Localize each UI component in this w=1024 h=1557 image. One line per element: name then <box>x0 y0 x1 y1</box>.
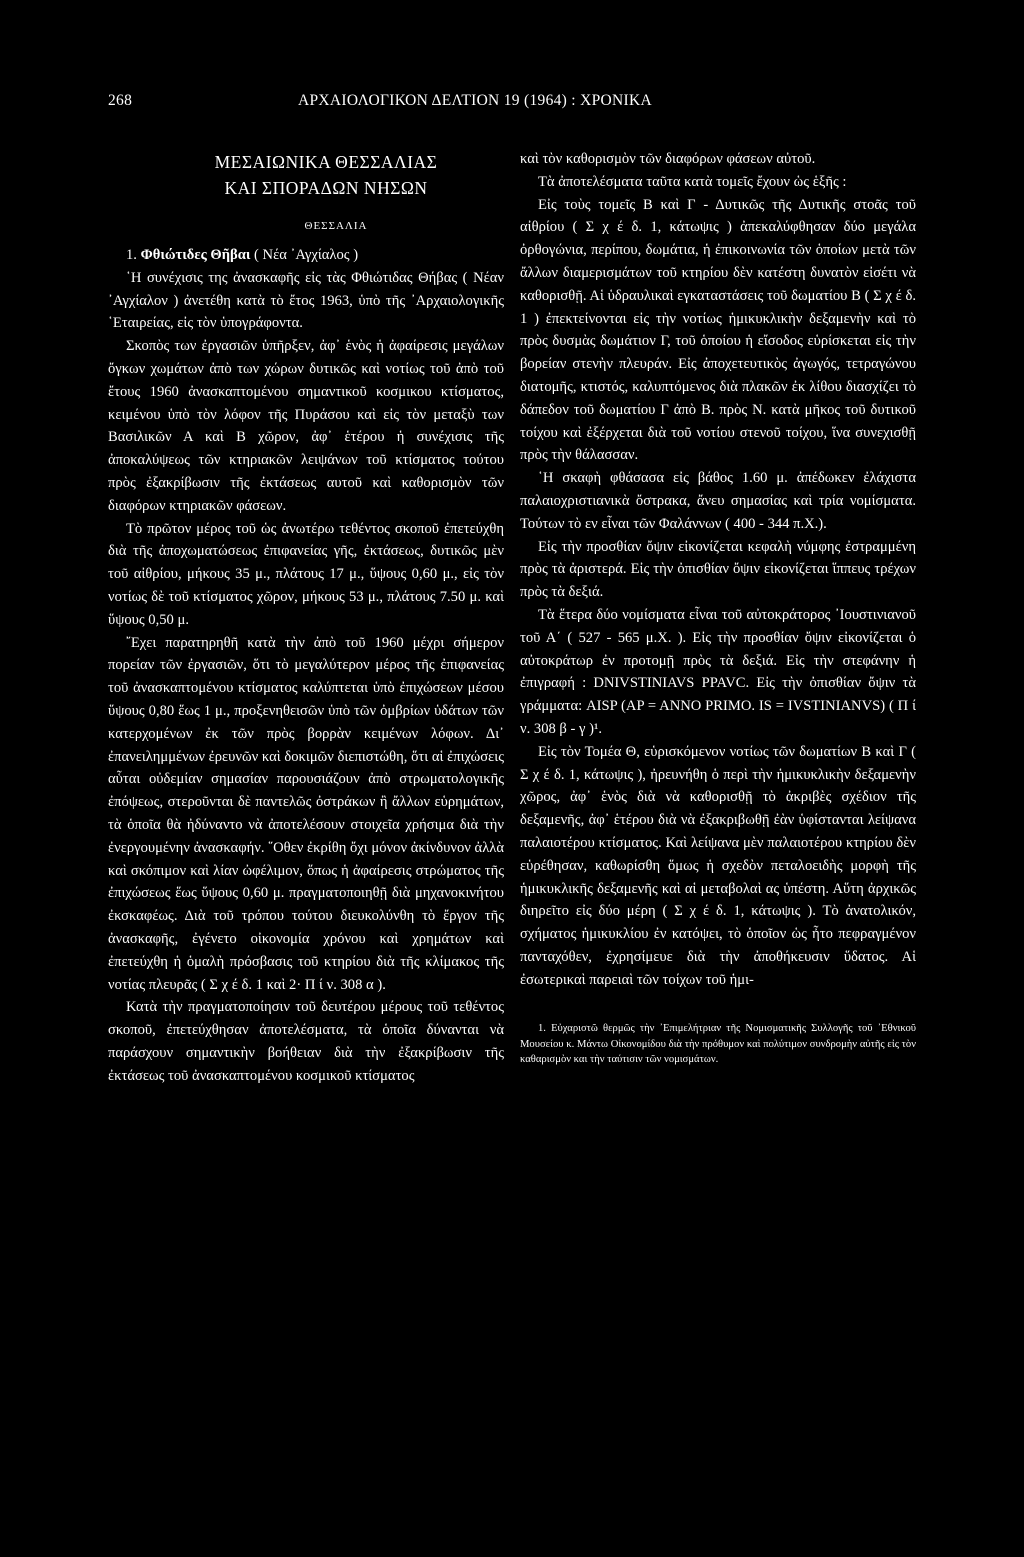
paragraph: Τὸ πρῶτον μέρος τοῦ ὡς ἀνωτέρω τεθέντος σκοποῦ ἐπετεύχθη διὰ τῆς ἀποχωματώσεως ἐπιφανείας γῆς, ἐκτάσεως, δυτικῶς μὲν τοῦ αἰθρίου, μήκους 35 μ., πλάτους 17 μ., ὕψους 0,60 μ., εἰς τὸν νοτίως δὲ τοῦ κτίσματος χῶρον, μήκους 53 μ., πλάτους 7.50 μ. καὶ ὕψους 0,50 μ. <box>108 520 504 628</box>
paragraph: Εἰς τοὺς τομεῖς Β καὶ Γ - Δυτικῶς τῆς Δυτικῆς στοᾶς τοῦ αἰθρίου ( Σ χ έ δ. 1, κάτωψις ) ἀπεκαλύφθησαν δύο μεγάλα ὀρθογώνια, περίπου, δωμάτια, ἡ ἐπικοινωνία τῶν ὁποίων μετὰ τῶν ἄλλων διαμερισμάτων τοῦ κτηρίου δὲν κατέστη δυνατὸν εἰσέτι νὰ καθορισθῇ. Αἱ ὑδραυλικαὶ εγκαταστάσεις τοῦ δωματίου Β ( Σ χ έ δ. 1 ) ἐπεκτείνονται εἰς τὴν νοτίως ἡμικυκλικὴν δεξαμενὴν καὶ τὸ πρὸς δυσμὰς δωμάτιον Γ, τοῦ ὁποίου ἡ εἴσοδος εὑρίσκεται εἰς τὴν βορείαν στενὴν πλευράν. Εἰς ἀποχετευτικὸς ἀγωγός, τετραγώνου διατομῆς, κτιστός, καλυπτόμενος διὰ πλακῶν ἐκ λίθου διασχίζει τὸ δάπεδον τοῦ δωματίου Γ ἀπὸ Β. πρὸς Ν. κατὰ μῆκος τοῦ δυτικοῦ τοίχου καὶ ἐξέρχεται διὰ τοῦ νοτίου στενοῦ τοίχου, ἵνα συνεχισθῇ πρὸς τὴν θάλασσαν. <box>520 196 916 464</box>
paragraph: καὶ τὸν καθορισμὸν τῶν διαφόρων φάσεων αὐτοῦ. <box>520 151 816 167</box>
paragraph: Σκοπὸς των ἐργασιῶν ὑπῆρξεν, ἀφ᾿ ἑνὸς ἡ ἀφαίρεσις μεγάλων ὄγκων χωμάτων ἀπὸ των χώρων δυτικῶς καὶ νοτίως τοῦ ἀπὸ τοῦ ἔτους 1960 ἀνασκαπτομένου σημαντικοῦ κοσμικου κτίσματος, κειμένου ὑπὸ τὸν λόφον τῆς Πυράσου καὶ εἰς τὸν μεταξὺ των Βασιλικῶν Α καὶ Β χῶρον, ἀφ᾿ ἑτέρου ἡ συνέχισις τῆς ἀποκαλύψεως τῶν κτηριακῶν λειψάνων τοῦ κτίσματος τούτου πρὸς ἐξακρίβωσιν τῆς ἐκτάσεως αυτοῦ καὶ καθορισμὸν τῶν διαφόρων κτηριακῶν φάσεων. <box>108 338 504 514</box>
item-number: 1. <box>126 247 137 263</box>
footnotes <box>520 1021 916 1067</box>
section-title-line1: ΜΕΣΑΙΩΝΙΚΑ ΘΕΣΣΑΛΙΑΣ <box>214 152 438 172</box>
region-heading: ΘΕΣΣΑΛΙΑ <box>304 220 368 232</box>
paragraph: ῾Η σκαφὴ φθάσασα εἰς βάθος 1.60 μ. ἀπέδωκεν ἐλάχιστα παλαιοχριστιανικὰ ὄστρακα, ἄνευ σημασίας καὶ τρία νομίσματα. Τούτων τὸ εν εἶναι τῶν Φαλάννων ( 400 - 344 π.Χ.). <box>520 470 916 532</box>
paragraph: Τὰ ἕτερα δύο νομίσματα εἶναι τοῦ αὐτοκράτορος ᾿Ιουστινιανοῦ τοῦ Α΄ ( 527 - 565 μ.Χ. ). Εἰς τὴν προσθίαν ὄψιν εἰκονίζεται ὁ αὐτοκράτωρ ἐν προτομῇ πρὸς τὰ δεξιά. Εἰς τὴν στεφάνην ἡ ἐπιγραφή : DNIVSTINIAVS PPAVC. Εἰς τὴν ὀπισθίαν ὄψιν τὰ γράμματα: AISP (AP = ANNO PRIMO. IS = IVSTINIANVS) ( Π ί ν. 308 β - γ )¹. <box>520 606 916 737</box>
paragraph: Τὰ ἀποτελέσματα ταῦτα κατὰ τομεῖς ἔχουν ὡς ἑξῆς : <box>538 173 847 190</box>
item-subtitle: ( Νέα ᾿Αγχίαλος ) <box>254 247 359 263</box>
journal-title: ΑΡΧΑΙΟΛΟΓΙΚΟΝ ΔΕΛΤΙΟΝ 19 (1964) : ΧΡΟΝΙΚΑ <box>298 92 652 109</box>
footnote: 1. Εὐχαριστῶ θερμῶς τὴν ᾿Επιμελήτριαν τῆς Νομισματικῆς Συλλογῆς τοῦ ᾿Εθνικοῦ Μουσείου κ. Μάντω Οἰκονομίδου διὰ τὴν πρόθυμον καὶ πολύτιμον συνδρομὴν αὐτῆς εἰς τὸν καθαρισμὸν και τὴν ταύτισιν τῶν νομισμάτων. <box>520 1023 916 1066</box>
item-title: Φθιώτιδες Θῆβαι <box>140 247 251 263</box>
paragraph: Κατὰ τὴν πραγματοποίησιν τοῦ δευτέρου μέρους τοῦ τεθέντος σκοποῦ, ἐπετεύχθησαν ἀποτελέσματα, τὰ ὁποῖα δύνανται νὰ παράσχουν σημαντικὴν βοήθειαν διὰ τὴν ἐξακρίβωσιν τῆς ἐκτάσεως τοῦ ἀνασκαπτομένου κοσμικοῦ κτίσματος <box>108 999 504 1084</box>
right-column <box>520 148 916 1068</box>
item-heading <box>108 244 504 267</box>
left-column <box>108 148 504 1087</box>
page-number: 268 <box>108 92 133 109</box>
section-title-line2: ΚΑΙ ΣΠΟΡΑΔΩΝ ΝΗΣΩΝ <box>224 178 428 198</box>
paragraph: Εἰς τὴν προσθίαν ὄψιν εἰκονίζεται κεφαλὴ νύμφης ἐστραμμένη πρὸς τὰ ἀριστερά. Εἰς τὴν ὀπισθίαν ὄψιν εἰκονίζεται ἵππευς τρέχων πρὸς τὰ δεξιά. <box>520 538 916 601</box>
paragraph: ῾Η συνέχισις της ἀνασκαφῆς εἰς τὰς Φθιώτιδας Θήβας ( Νέαν ᾿Αγχίαλον ) ἀνετέθη κατὰ τὸ ἔτος 1963, ὑπὸ τῆς ᾿Αρχαιολογικῆς ῾Εταιρείας, εἰς τὸν ὑπογράφοντα. <box>108 269 504 332</box>
paragraph: ῎Εχει παρατηρηθῆ κατὰ τὴν ἀπὸ τοῦ 1960 μέχρι σήμερον πορείαν τῶν ἐργασιῶν, ὅτι τὸ μεγαλύτερον μέρος τῆς ἐπιφανείας τοῦ ἀνασκαπτομένου κτίσματος καλύπτεται ὑπὸ ἐπιχώσεων μέσου ὕψους 0,80 ἕως 1 μ., προξενηθεισῶν ὑπὸ τῶν ὀμβρίων ὑδάτων τῶν κατερχομένων ἐκ τῶν πρὸς βορρὰν κειμένων λόφων. Δι᾿ ἐπανειλημμένων ἐρευνῶν καὶ δοκιμῶν διεπιστώθη, ὅτι αἱ ἐπιχώσεις αὗται οὐδεμίαν σημασίαν παρουσιάζουν ἀπὸ στρωματολογικῆς ἐπόψεως, στεροῦνται δὲ παντελῶς ὀστράκων ἢ ἄλλων εὑρημάτων, τὰ ὁποῖα θὰ ἠδύναντο νὰ ἀποτελέσουν στοιχεῖα χρήσιμα διὰ τὴν ἐνεργουμένην ἀνασκαφήν. ῞Οθεν ἐκρίθη ὄχι μόνον ἀκίνδυνον ἀλλὰ καὶ σκόπιμον καὶ λίαν ὠφέλιμον, ὅπως ἡ ἀφαίρεσις στρώματος τῆς ἐπιχώσεως ἕως ὕψους 0,60 μ. πραγματοποιηθῇ διὰ μηχανοκινήτου ἐκσκαφέως. Διὰ τοῦ τρόπου τούτου διευκολύνθη τὸ ἔργον τῆς ἀνασκαφῆς, ἐγένετο οἰκονομία χρόνου καὶ χρημάτων καὶ ἐπετεύχθη ἡ ὁμαλὴ πρόσβασις τοῦ κτηρίου διὰ τῆς κλίμακος τῆς νοτίας πλευρᾶς ( Σ χ έ δ. 1 καὶ 2· Π ί ν. 308 α ). <box>108 634 504 993</box>
paragraph: Εἰς τὸν Τομέα Θ, εὑρισκόμενον νοτίως τῶν δωματίων Β καὶ Γ ( Σ χ έ δ. 1, κάτωψις ), ἠρευνήθη ὁ περὶ τὴν ἡμικυκλικὴν δεξαμενὴν χῶρος, ἀφ᾿ ἑνὸς διὰ νὰ καθορισθῇ τὸ ἀκριβὲς σχέδιον τῆς δεξαμενῆς, ἀφ᾿ ἑτέρου διὰ νὰ ἐξακριβωθῇ ἐὰν ὑφίστανται λείψανα παλαιοτέρου κτίσματος. Καὶ λείψανα μὲν παλαιοτέρου κτηρίου δὲν εὑρέθησαν, καθωρίσθη ὅμως ἡ σχεδὸν πεταλοειδὴς μορφὴ τῆς ἡμικυκλικῆς δεξαμενῆς καὶ αἱ μεταβολαὶ ας ὑπέστη. Αὕτη ἀρχικῶς διηρεῖτο εἰς δύο μέρη ( Σ χ έ δ. 1, κάτωψις ). Τὸ ἀνατολικόν, σχήματος ἡμικυκλίου ἐν κατόψει, τὸ ὁποῖον ὡς ἦτο πεφραγμένον πανταχόθεν, ἐχρησίμευε διὰ τὴν ἀποθήκευσιν ὕδατος. Αἱ ἐσωτερικαὶ παρειαὶ τῶν τοίχων τοῦ ἡμι- <box>520 743 916 988</box>
